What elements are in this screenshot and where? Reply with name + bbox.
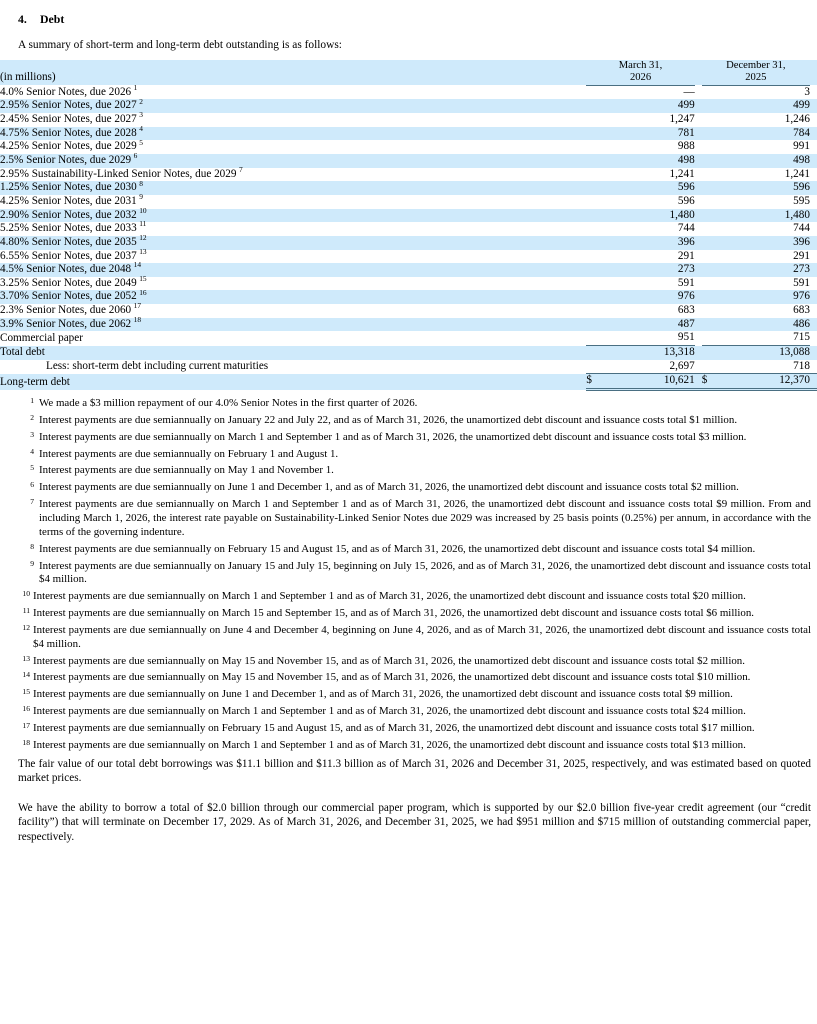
table-row <box>0 318 817 332</box>
row-value-dec-2025: 3 <box>716 85 810 99</box>
footnote-item <box>18 543 811 557</box>
footnote-marker: 3 <box>30 429 34 439</box>
footnote-ref: 8 <box>139 178 143 188</box>
footnote-ref: 3 <box>139 110 143 120</box>
footnotes-list <box>0 391 817 753</box>
row-value-dec-2025: 595 <box>716 195 810 209</box>
footnote-ref: 13 <box>139 246 147 256</box>
column-header-1: March 31, 2026 <box>586 60 694 85</box>
row-label: 4.0% Senior Notes, due 2026 $^1$ <box>0 85 578 99</box>
footnote-text: Interest payments are due semiannually on February 15 and August 15, and as of March 31, 2026, the unamortized debt discount and issuance costs total $4 million. <box>39 542 756 555</box>
footnote-ref: 18 <box>133 315 142 325</box>
footnote-marker: 16 <box>22 704 30 714</box>
footnote-item <box>18 448 811 462</box>
footnote-marker: 11 <box>22 606 30 616</box>
row-value-mar-2026: 1,241 <box>600 168 694 182</box>
row-label: 3.9% Senior Notes, due 2062 $^{18}$ <box>0 318 578 332</box>
footnote-text: Interest payments are due semiannually on March 1 and September 1 and as of March 31, 2026, the unamortized debt discount and issuance costs total $20 million. <box>33 590 746 603</box>
row-value-dec-2025: 1,246 <box>716 113 810 127</box>
footnote-ref: 2 <box>139 96 143 106</box>
footnote-marker: 14 <box>22 670 30 680</box>
row-label: 1.25% Senior Notes, due 2030 $^8$ <box>0 181 578 195</box>
row-value-mar-2026: 498 <box>600 154 694 168</box>
footnote-text: Interest payments are due semiannually on January 22 and July 22, and as of March 31, 2026, the unamortized debt discount and issuance costs total $1 million. <box>39 413 738 426</box>
less-short-term-label: Less: short-term debt including current maturities <box>0 360 578 374</box>
row-value-mar-2026: 596 <box>600 181 694 195</box>
footnote-item <box>18 607 811 621</box>
footnote-ref: 4 <box>139 123 143 133</box>
row-value-mar-2026: 1,247 <box>600 113 694 127</box>
footnote-marker: 15 <box>22 687 30 697</box>
long-term-debt-mar-2026: 10,621 <box>600 374 694 390</box>
footnote-ref: 9 <box>139 192 143 202</box>
row-label: 4.25% Senior Notes, due 2029 $^5$ <box>0 140 578 154</box>
row-value-mar-2026: 499 <box>600 99 694 113</box>
row-label: 3.70% Senior Notes, due 2052 $^{16}$ <box>0 290 578 304</box>
row-value-mar-2026: — <box>600 85 694 99</box>
footnote-item <box>18 739 811 753</box>
footnote-ref: 10 <box>139 205 147 215</box>
table-row <box>0 331 817 345</box>
row-value-dec-2025: 499 <box>716 99 810 113</box>
row-value-mar-2026: 596 <box>600 195 694 209</box>
row-value-dec-2025: 683 <box>716 304 810 318</box>
row-label: 2.5% Senior Notes, due 2029 $^6$ <box>0 154 578 168</box>
footnote-text: Interest payments are due semiannually on June 1 and December 1, and as of March 31, 2026, the unamortized debt discount and issuance costs total $9 million. <box>33 688 733 701</box>
footnote-ref: 16 <box>139 287 147 297</box>
footnote-marker: 9 <box>30 558 34 568</box>
row-value-dec-2025: 591 <box>716 277 810 291</box>
table-row <box>0 250 817 264</box>
footnote-marker: 5 <box>30 463 34 473</box>
section-heading <box>0 0 817 26</box>
footnote-item <box>18 705 811 719</box>
footnote-text: Interest payments are due semiannually on March 1 and September 1 and as of March 31, 2026, the unamortized debt discount and issuance costs total $3 million. <box>39 430 747 443</box>
footnote-text: Interest payments are due semiannually on May 1 and November 1. <box>39 464 334 477</box>
table-row <box>0 140 817 154</box>
footnote-text: Interest payments are due semiannually on February 15 and August 15, and as of March 31, 2026, the unamortized debt discount and issuance costs total $17 million. <box>33 721 755 734</box>
table-row <box>0 290 817 304</box>
commercial-paper-paragraph: We have the ability to borrow a total of $2.0 billion through our commercial paper program, which is supported by our $2.0 billion five-year credit agreement (our “credit facility”) that will terminate on December 17, 2029. As of March 31, 2026, and December 31, 2025, we had $951 million and $715 million of outstanding commercial paper, respectively. <box>18 802 811 843</box>
row-label: 4.80% Senior Notes, due 2035 $^{12}$ <box>0 236 578 250</box>
row-value-dec-2025: 744 <box>716 222 810 236</box>
footnote-item <box>18 414 811 428</box>
footnote-text: Interest payments are due semiannually on March 15 and September 15, and as of March 31, 2026, the unamortized debt discount and issuance costs total $6 million. <box>33 607 755 620</box>
row-value-mar-2026: 951 <box>600 331 694 345</box>
footnote-item <box>18 498 811 540</box>
footnote-text: Interest payments are due semiannually on May 15 and November 15, and as of March 31, 2026, the unamortized debt discount and issuance costs total $2 million. <box>33 654 745 667</box>
row-value-dec-2025: 273 <box>716 263 810 277</box>
footnote-ref: 1 <box>133 82 138 92</box>
footnote-item <box>18 481 811 495</box>
row-value-dec-2025: 715 <box>716 331 810 345</box>
footnote-item <box>18 590 811 604</box>
row-label: 4.5% Senior Notes, due 2048 $^{14}$ <box>0 263 578 277</box>
row-value-dec-2025: 1,480 <box>716 209 810 223</box>
footnote-ref: 11 <box>139 219 147 229</box>
footnote-text: Interest payments are due semiannually on June 1 and December 1, and as of March 31, 2026, the unamortized debt discount and issuance costs total $2 million. <box>39 481 739 494</box>
table-row <box>0 154 817 168</box>
table-row <box>0 85 817 99</box>
table-row <box>0 236 817 250</box>
table-row <box>0 277 817 291</box>
row-value-dec-2025: 1,241 <box>716 168 810 182</box>
row-value-mar-2026: 781 <box>600 127 694 141</box>
table-row <box>0 209 817 223</box>
table-row <box>0 181 817 195</box>
footnote-item <box>18 722 811 736</box>
footnote-marker: 12 <box>22 622 30 632</box>
row-label: 3.25% Senior Notes, due 2049 $^{15}$ <box>0 277 578 291</box>
row-label: 2.90% Senior Notes, due 2032 $^{10}$ <box>0 209 578 223</box>
row-label: 6.55% Senior Notes, due 2037 $^{13}$ <box>0 250 578 264</box>
row-value-mar-2026: 291 <box>600 250 694 264</box>
row-value-dec-2025: 596 <box>716 181 810 195</box>
footnote-ref: 6 <box>133 151 138 161</box>
footnote-text: Interest payments are due semiannually on March 1 and September 1 and as of March 31, 2026, the unamortized debt discount and issuance costs total $13 million. <box>33 738 746 751</box>
table-row <box>0 304 817 318</box>
footnote-item <box>18 671 811 685</box>
row-value-mar-2026: 591 <box>600 277 694 291</box>
row-value-dec-2025: 486 <box>716 318 810 332</box>
footnote-item <box>18 624 811 652</box>
row-value-mar-2026: 396 <box>600 236 694 250</box>
table-row <box>0 263 817 277</box>
footnote-item <box>18 560 811 588</box>
fair-value-paragraph: The fair value of our total debt borrowings was $11.1 billion and $11.3 billion as of March 31, 2026 and December 31, 2025, respectively, and was estimated based on quoted market prices. <box>18 757 811 784</box>
table-row <box>0 168 817 182</box>
footnote-marker: 7 <box>30 497 34 507</box>
total-debt-row <box>0 346 817 360</box>
table-header-row <box>0 60 817 85</box>
footnote-ref: 12 <box>139 233 147 243</box>
footnote-marker: 4 <box>30 446 34 456</box>
less-short-term-mar-2026: 2,697 <box>600 360 694 374</box>
row-label: 5.25% Senior Notes, due 2033 $^{11}$ <box>0 222 578 236</box>
row-value-mar-2026: 744 <box>600 222 694 236</box>
footnote-item <box>18 655 811 669</box>
less-short-term-dec-2025: 718 <box>716 360 810 374</box>
footnote-marker: 1 <box>30 396 34 406</box>
table-unit-label: (in millions) <box>0 60 578 85</box>
table-row <box>0 222 817 236</box>
footnote-ref: 5 <box>139 137 143 147</box>
footnote-text: Interest payments are due semiannually on June 4 and December 4, beginning on June 4, 2026, and as of March 31, 2026, the unamortized debt discount and issuance costs total $4 million. <box>33 623 811 650</box>
currency-symbol-dec-2025: $ <box>702 374 716 390</box>
footnote-text: We made a $3 million repayment of our 4.0% Senior Notes in the first quarter of 2026. <box>39 397 418 410</box>
footnote-item <box>18 397 811 411</box>
footnote-ref: 15 <box>139 274 147 284</box>
row-label: 4.75% Senior Notes, due 2028 $^4$ <box>0 127 578 141</box>
long-term-debt-label: Long-term debt <box>0 374 578 390</box>
footnote-text: Interest payments are due semiannually on March 1 and September 1 and as of March 31, 2026, the unamortized debt discount and issuance costs total $24 million. <box>33 705 746 718</box>
row-value-dec-2025: 976 <box>716 290 810 304</box>
long-term-debt-dec-2025: 12,370 <box>716 374 810 390</box>
section-number: 4. <box>18 12 27 26</box>
less-short-term-row <box>0 360 817 374</box>
footnote-ref: 14 <box>133 260 142 270</box>
section-title: Debt <box>40 12 65 26</box>
row-value-mar-2026: 976 <box>600 290 694 304</box>
column-header-2: December 31, 2025 <box>702 60 810 85</box>
row-value-mar-2026: 683 <box>600 304 694 318</box>
footnote-marker: 17 <box>22 720 30 730</box>
row-value-mar-2026: 487 <box>600 318 694 332</box>
row-value-dec-2025: 784 <box>716 127 810 141</box>
footnote-item <box>18 464 811 478</box>
total-debt-mar-2026: 13,318 <box>600 346 694 360</box>
footnote-text: Interest payments are due semiannually on May 15 and November 15, and as of March 31, 2026, the unamortized debt discount and issuance costs total $10 million. <box>33 671 751 684</box>
footnote-text: Interest payments are due semiannually on January 15 and July 15, beginning on July 15, 2026, and as of March 31, 2026, the unamortized debt discount and issuance costs total $4 million. <box>39 559 811 586</box>
footnote-text: Interest payments are due semiannually on February 1 and August 1. <box>39 447 339 460</box>
row-label: 2.95% Senior Notes, due 2027 $^2$ <box>0 99 578 113</box>
row-label: 2.95% Sustainability-Linked Senior Notes, due 2029 $^7$ <box>0 168 578 182</box>
footnote-marker: 2 <box>30 412 34 422</box>
row-value-mar-2026: 273 <box>600 263 694 277</box>
total-debt-dec-2025: 13,088 <box>716 346 810 360</box>
row-value-dec-2025: 396 <box>716 236 810 250</box>
row-label: 2.45% Senior Notes, due 2027 $^3$ <box>0 113 578 127</box>
footnote-text: Interest payments are due semiannually on March 1 and September 1 and as of March 31, 2026, the unamortized debt discount and issuance costs total $9 million. From and including March 1, 2026, the interest rate payable on Sustainability-Linked Senior Notes due 2029 was increased by 25 basis points (0.25%) per annum, in accordance with the terms of the governing indenture. <box>39 498 811 538</box>
row-value-dec-2025: 291 <box>716 250 810 264</box>
footnote-marker: 6 <box>30 480 34 490</box>
footnote-marker: 10 <box>22 589 30 599</box>
row-label: Commercial paper <box>0 331 578 345</box>
footnote-marker: 8 <box>30 541 34 551</box>
footnote-marker: 18 <box>22 737 30 747</box>
section-intro-text: A summary of short-term and long-term debt outstanding is as follows: <box>18 39 342 52</box>
row-value-dec-2025: 991 <box>716 140 810 154</box>
table-row <box>0 99 817 113</box>
footnote-item <box>18 431 811 445</box>
long-term-debt-row <box>0 374 817 390</box>
row-label: 2.3% Senior Notes, due 2060 $^{17}$ <box>0 304 578 318</box>
table-row <box>0 195 817 209</box>
total-debt-label: Total debt <box>0 346 578 360</box>
row-value-dec-2025: 498 <box>716 154 810 168</box>
table-row <box>0 113 817 127</box>
footnote-item <box>18 688 811 702</box>
table-row <box>0 127 817 141</box>
currency-symbol-mar-2026: $ <box>586 374 600 390</box>
footnote-ref: 7 <box>238 164 243 174</box>
footnote-marker: 13 <box>22 653 30 663</box>
footnote-ref: 17 <box>133 301 142 311</box>
row-label: 4.25% Senior Notes, due 2031 $^9$ <box>0 195 578 209</box>
debt-summary-table <box>0 60 817 391</box>
row-value-mar-2026: 1,480 <box>600 209 694 223</box>
row-value-mar-2026: 988 <box>600 140 694 154</box>
